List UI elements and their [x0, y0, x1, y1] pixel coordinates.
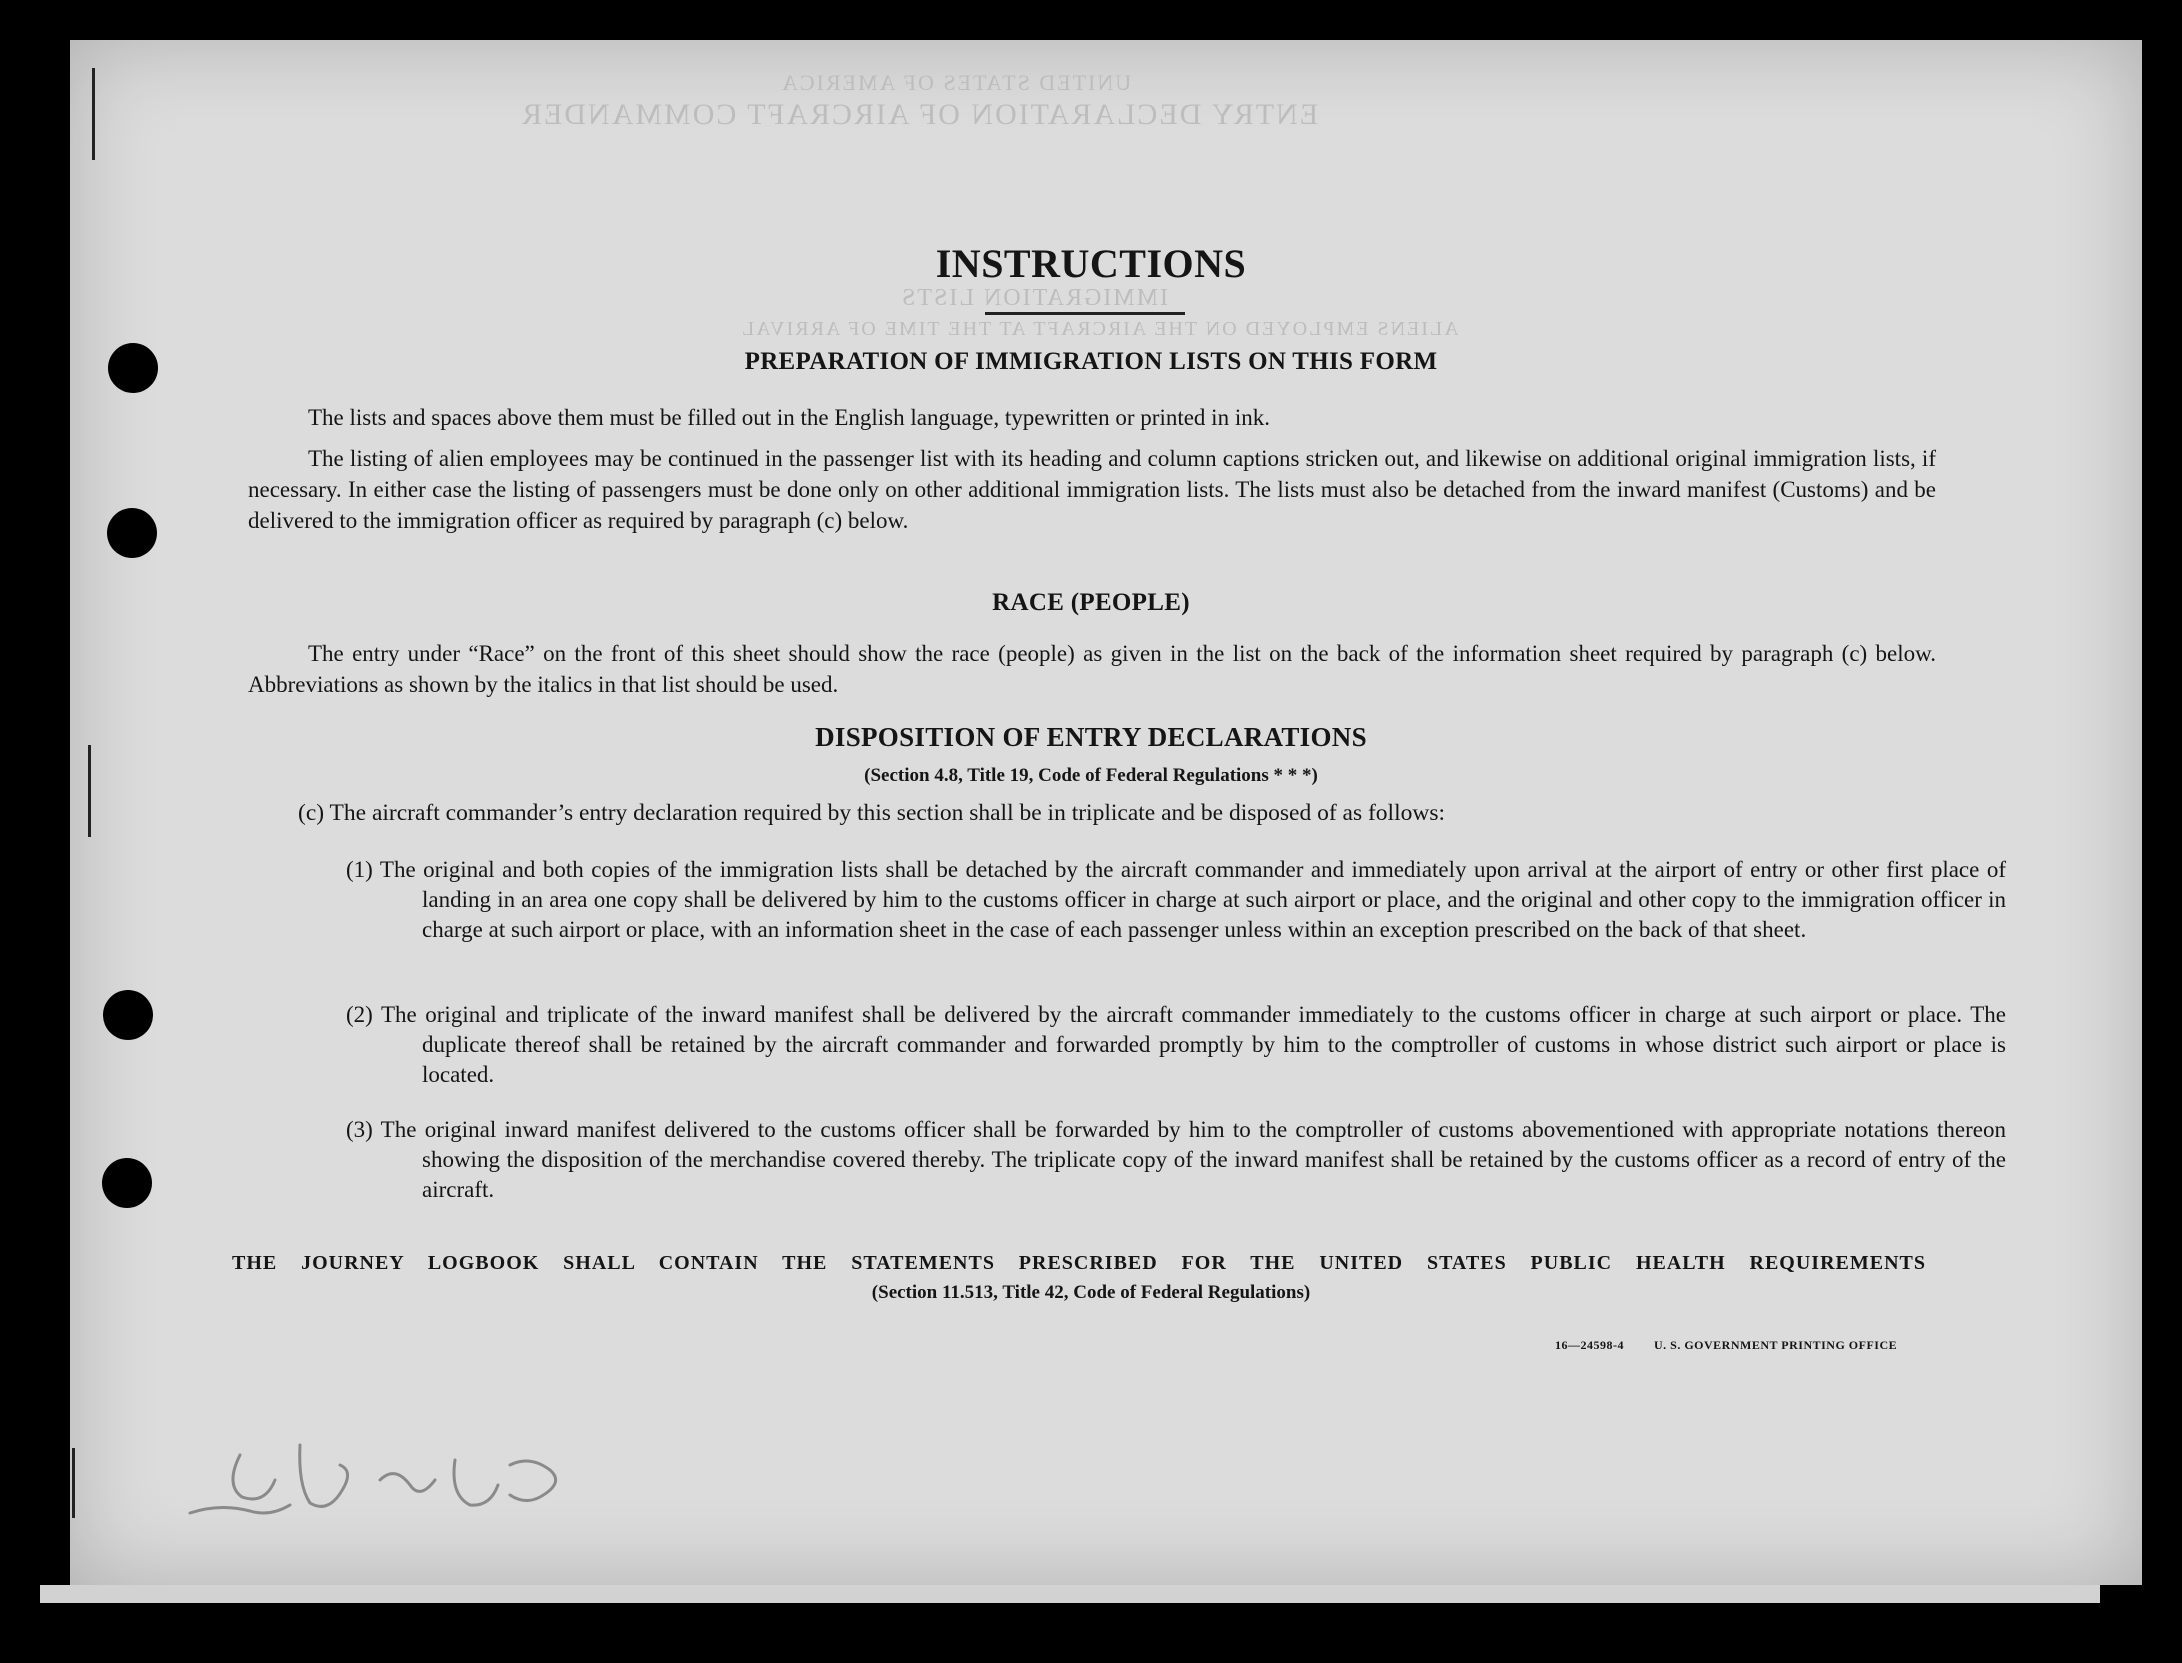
disposition-item-text: The original inward manifest delivered to the customs officer shall be forwarded by him to the comptroller of customs abovementioned with appropriate notations thereon showing the disposition of the merchandise covered thereby. The triplicate copy of the inward manifest shall be retained by the customs officer as a record of entry of the aircraft. — [380, 1117, 2006, 1202]
page-title: INSTRUCTIONS — [935, 241, 1247, 286]
race-paragraph: The entry under “Race” on the front of this sheet should show the race (people) as given in the list on the back of the information sheet required by paragraph (c) below. Abbreviations as shown by the italics in that list should be used. — [248, 641, 1936, 697]
immigration-paragraph-2: The listing of alien employees may be continued in the passenger list with its heading and column captions stricken out, and likewise on additional original immigration lists, if necessary. In either case the listing of passengers must be done only on other additional immigration lists. The lists must also be detached from the inward manifest (Customs) and be delivered to the immigration officer as required by paragraph (c) below. — [248, 446, 1936, 533]
edge-mark — [72, 1448, 75, 1518]
disposition-item-2 — [346, 1000, 2006, 1090]
disposition-item-number: (2) — [346, 1002, 373, 1027]
title-underline — [985, 312, 1185, 315]
handwritten-signature — [180, 1425, 610, 1535]
disposition-c-label: (c) — [298, 800, 325, 826]
disposition-heading: DISPOSITION OF ENTRY DECLARATIONS — [815, 722, 1367, 752]
disposition-item-text: The original and triplicate of the inward manifest shall be delivered by the aircraft commander immediately to the customs officer in charge at such airport or place. The duplicate thereof shall be retained by the aircraft commander and forwarded promptly by him to the comptroller of customs in whose district such airport or place is located. — [380, 1002, 2006, 1087]
edge-mark — [92, 68, 95, 160]
disposition-subheading: (Section 4.8, Title 19, Code of Federal Regulations * * *) — [864, 765, 1318, 786]
punch-hole — [107, 508, 157, 558]
disposition-item-text: The original and both copies of the immigration lists shall be detached by the aircraft commander and immediately upon arrival at the airport of entry or other first place of landing in an area one copy shall be delivered by him to the customs officer in charge at such airport or place, and the original and other copy to the immigration officer in charge at such airport or place, with an information sheet in the case of each passenger unless within an exception prescribed on the back of that sheet. — [379, 857, 2006, 942]
race-heading: RACE (PEOPLE) — [992, 589, 1190, 616]
disposition-c-paragraph — [298, 800, 1445, 827]
disposition-item-number: (3) — [346, 1117, 373, 1142]
punch-hole — [102, 1158, 152, 1208]
printer-name: U. S. GOVERNMENT PRINTING OFFICE — [1654, 1338, 1898, 1352]
disposition-item-number: (1) — [346, 857, 373, 882]
public-health-section-reference: (Section 11.513, Title 42, Code of Federal Regulations) — [871, 1282, 1311, 1303]
bleed-through-aliens: ALIENS EMPLOYED ON THE AIRCRAFT AT THE TIME OF ARRIVAL — [740, 318, 1459, 340]
punch-hole — [103, 990, 153, 1040]
edge-mark — [88, 745, 91, 837]
form-number: 16—24598-4 — [1555, 1338, 1624, 1352]
immigration-paragraph-1: The lists and spaces above them must be filled out in the English language, typewritten or printed in ink. — [308, 405, 1270, 430]
disposition-item-3 — [346, 1115, 2006, 1205]
immigration-heading: PREPARATION OF IMMIGRATION LISTS ON THIS FORM — [744, 348, 1438, 375]
disposition-item-1 — [346, 855, 2006, 945]
bleed-through-form-label: UNITED STATES OF AMERICA — [780, 70, 1132, 95]
bleed-through-form-title: ENTRY DECLARATION OF AIRCRAFT COMMANDER — [520, 98, 1319, 131]
bleed-through-list-title: IMMIGRATION LISTS — [900, 285, 1168, 311]
disposition-c-text: The aircraft commander’s entry declaration required by this section shall be in triplicate and be disposed of as follows: — [329, 800, 1446, 826]
printer-imprint — [1555, 1338, 1897, 1353]
public-health-requirement-note: THE JOURNEY LOGBOOK SHALL CONTAIN THE STATEMENTS PRESCRIBED FOR THE UNITED STATES PUBLIC HEALTH REQUIREMENTS — [232, 1252, 1926, 1274]
document-sheet-edge — [40, 1585, 2100, 1603]
